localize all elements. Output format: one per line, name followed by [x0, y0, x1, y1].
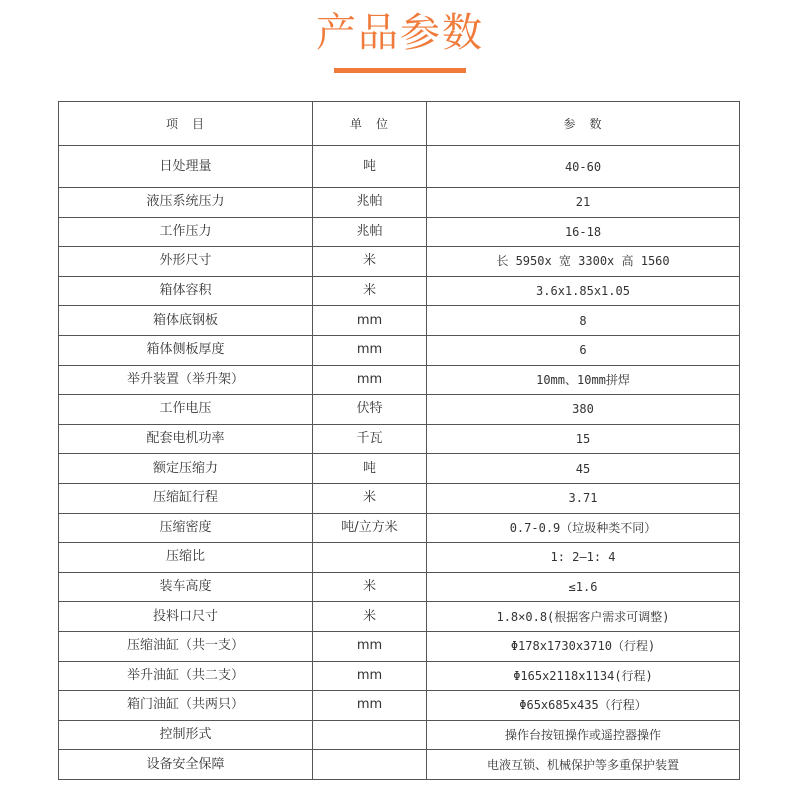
table-row	[59, 661, 740, 691]
table-row	[59, 543, 740, 573]
row-item-cell: 压缩密度	[59, 513, 313, 543]
row-unit-cell: 兆帕	[313, 188, 427, 218]
table-row	[59, 572, 740, 602]
table-row	[59, 146, 740, 188]
row-item-cell: 外形尺寸	[59, 247, 313, 277]
row-value-cell: 3.71	[427, 483, 740, 513]
row-item-cell: 箱体底钢板	[59, 306, 313, 336]
table-row	[59, 335, 740, 365]
row-unit-cell: mm	[313, 365, 427, 395]
row-unit-cell: 吨	[313, 454, 427, 484]
row-item-cell: 控制形式	[59, 720, 313, 750]
row-unit-cell	[313, 543, 427, 573]
table-row	[59, 276, 740, 306]
row-item-cell: 装车高度	[59, 572, 313, 602]
table-row	[59, 483, 740, 513]
row-unit-cell: mm	[313, 661, 427, 691]
row-value-cell: 长 5950x 宽 3300x 高 1560	[427, 247, 740, 277]
table-row	[59, 513, 740, 543]
row-unit-cell: mm	[313, 335, 427, 365]
row-item-cell: 压缩缸行程	[59, 483, 313, 513]
row-value-cell: 40-60	[427, 146, 740, 188]
row-value-cell: 16-18	[427, 217, 740, 247]
table-row	[59, 631, 740, 661]
row-unit-cell: mm	[313, 631, 427, 661]
row-item-cell: 额定压缩力	[59, 454, 313, 484]
row-item-cell: 设备安全保障	[59, 750, 313, 780]
row-value-cell: 15	[427, 424, 740, 454]
row-value-cell: 操作台按钮操作或遥控器操作	[427, 720, 740, 750]
row-value-cell: Φ65x685x435（行程）	[427, 691, 740, 721]
spec-table	[58, 101, 740, 780]
table-row	[59, 247, 740, 277]
table-row	[59, 602, 740, 632]
table-row	[59, 395, 740, 425]
row-value-cell: 3.6x1.85x1.05	[427, 276, 740, 306]
row-item-cell: 举升装置（举升架）	[59, 365, 313, 395]
row-value-cell: 8	[427, 306, 740, 336]
row-unit-cell: 兆帕	[313, 217, 427, 247]
row-value-cell: Φ165x2118x1134(行程)	[427, 661, 740, 691]
table-row	[59, 454, 740, 484]
spec-table-body	[59, 146, 740, 780]
row-item-cell: 工作电压	[59, 395, 313, 425]
row-item-cell: 日处理量	[59, 146, 313, 188]
row-value-cell: 电液互锁、机械保护等多重保护装置	[427, 750, 740, 780]
row-value-cell: 1: 2—1: 4	[427, 543, 740, 573]
table-row	[59, 424, 740, 454]
table-row	[59, 750, 740, 780]
row-unit-cell: 吨/立方米	[313, 513, 427, 543]
row-value-cell: 6	[427, 335, 740, 365]
row-value-cell: 380	[427, 395, 740, 425]
row-value-cell: 1.8×0.8(根据客户需求可调整)	[427, 602, 740, 632]
row-value-cell: 21	[427, 188, 740, 218]
row-unit-cell: 米	[313, 572, 427, 602]
title-underline	[334, 68, 466, 73]
page-title: 产品参数	[316, 10, 484, 56]
row-item-cell: 举升油缸（共二支）	[59, 661, 313, 691]
row-value-cell: 10mm、10mm拼焊	[427, 365, 740, 395]
row-value-cell: 45	[427, 454, 740, 484]
table-row	[59, 691, 740, 721]
row-item-cell: 压缩比	[59, 543, 313, 573]
row-unit-cell: 米	[313, 602, 427, 632]
row-item-cell: 液压系统压力	[59, 188, 313, 218]
row-item-cell: 压缩油缸（共一支）	[59, 631, 313, 661]
row-unit-cell: mm	[313, 306, 427, 336]
row-unit-cell: 米	[313, 276, 427, 306]
table-row	[59, 188, 740, 218]
row-value-cell: 0.7-0.9（垃圾种类不同）	[427, 513, 740, 543]
row-item-cell: 箱体侧板厚度	[59, 335, 313, 365]
table-row	[59, 217, 740, 247]
table-row	[59, 306, 740, 336]
row-item-cell: 箱门油缸（共两只）	[59, 691, 313, 721]
row-item-cell: 投料口尺寸	[59, 602, 313, 632]
row-value-cell: Φ178x1730x3710（行程)	[427, 631, 740, 661]
row-unit-cell: 千瓦	[313, 424, 427, 454]
row-unit-cell: 吨	[313, 146, 427, 188]
header-item: 项 目	[59, 102, 313, 146]
row-unit-cell: mm	[313, 691, 427, 721]
row-item-cell: 配套电机功率	[59, 424, 313, 454]
row-unit-cell: 米	[313, 247, 427, 277]
header-unit: 单 位	[313, 102, 427, 146]
table-header-row	[59, 102, 740, 146]
header-value: 参 数	[427, 102, 740, 146]
row-unit-cell: 米	[313, 483, 427, 513]
row-value-cell: ≤1.6	[427, 572, 740, 602]
row-item-cell: 工作压力	[59, 217, 313, 247]
table-row	[59, 365, 740, 395]
table-row	[59, 720, 740, 750]
row-unit-cell	[313, 720, 427, 750]
row-item-cell: 箱体容积	[59, 276, 313, 306]
row-unit-cell	[313, 750, 427, 780]
row-unit-cell: 伏特	[313, 395, 427, 425]
